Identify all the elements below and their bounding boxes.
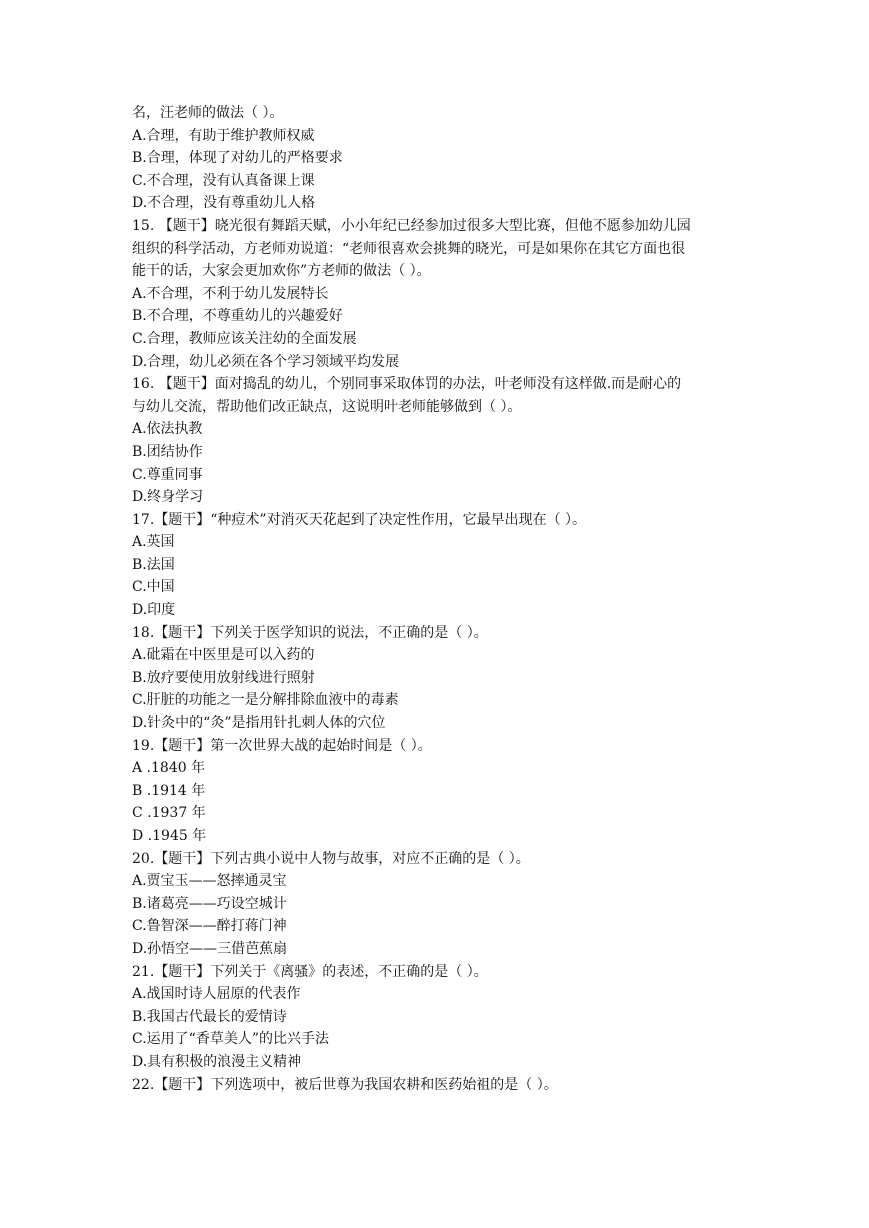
text-line: 能干的话，大家会更加欢你”方老师的做法（ ）。 [132,263,431,280]
text-line: A.合理，有助于维护教师权威 [132,127,315,144]
text-line: C.合理，教师应该关注幼的全面发展 [132,330,357,347]
text-line: D .1945 年 [132,828,207,844]
text-line: 20.【题干】下列古典小说中人物与故事，对应不正确的是（ ）。 [132,850,530,867]
text-line: A.砒霜在中医里是可以入药的 [132,647,315,664]
text-line: 15. 【题干】晓光很有舞蹈天赋，小小年纪已经参加过很多大型比赛，但他不愿参加幼儿园 [132,217,691,234]
text-line: C.鲁智深——醉打蒋门神 [132,918,287,935]
text-line: A.战国时诗人屈原的代表作 [132,986,301,1003]
text-line: B.法国 [132,556,175,573]
text-line: 19.【题干】第一次世界大战的起始时间是（ ）。 [132,737,432,754]
text-line: B.诸葛亮——巧设空城计 [132,895,287,912]
text-line: 与幼儿交流，帮助他们改正缺点，这说明叶老师能够做到（ ）。 [132,398,522,415]
text-line: C.运用了“香草美人”的比兴手法 [132,1031,329,1048]
text-line: A.依法执教 [132,421,203,438]
text-line: A.英国 [132,534,175,551]
text-line: C.不合理，没有认真备课上课 [132,172,315,189]
text-line: C.肝脏的功能之一是分解排除血液中的毒素 [132,692,399,709]
text-line: D.合理，幼儿必须在各个学习领域平均发展 [132,353,400,370]
text-line: C .1937 年 [132,805,206,822]
text-line: D.孙悟空——三借芭蕉扇 [132,940,288,957]
text-line: A .1840 年 [132,760,206,777]
text-line: B.我国古代最长的爱情诗 [132,1008,287,1025]
text-line: B.放疗要使用放射线进行照射 [132,669,315,686]
text-line: B .1914 年 [132,782,206,799]
document-page [132,102,742,1096]
text-line: A.贾宝玉——怒摔通灵宝 [132,873,287,890]
text-line: B.不合理，不尊重幼儿的兴趣爱好 [132,308,343,325]
text-line: D.印度 [132,602,176,619]
text-line: 16. 【题干】面对捣乱的幼儿，个别同事采取体罚的办法，叶老师没有这样做.而是耐心的 [132,376,682,393]
text-line: B.合理，体现了对幼儿的严格要求 [132,150,343,167]
text-line: C.尊重同事 [132,466,203,483]
text-line: 名，汪老师的做法（ ）。 [132,105,284,121]
text-line: B.团结协作 [132,443,203,460]
text-line: 18.【题干】下列关于医学知识的说法，不正确的是（ ）。 [132,624,488,641]
text-line: D.不合理，没有尊重幼儿人格 [132,195,316,212]
text-line: 21.【题干】下列关于《离骚》的表述，不正确的是（ ）。 [132,963,488,980]
text-line: A.不合理，不利于幼儿发展特长 [132,285,329,302]
text-line: D.终身学习 [132,489,204,506]
text-line: 17.【题干】“种痘术”对消灭天花起到了决定性作用，它最早出现在（ ）。 [132,511,587,528]
text-line: 22.【题干】下列选项中，被后世尊为我国农耕和医药始祖的是（ ）。 [132,1076,558,1093]
text-line: C.中国 [132,579,175,596]
text-line: 组织的科学活动，方老师劝说道：“老师很喜欢会挑舞的晓光，可是如果你在其它方面也很 [132,240,686,257]
text-line: D.具有积极的浪漫主义精神 [132,1053,302,1070]
text-line: D.针灸中的“灸”是指用针扎刺人体的穴位 [132,715,386,732]
